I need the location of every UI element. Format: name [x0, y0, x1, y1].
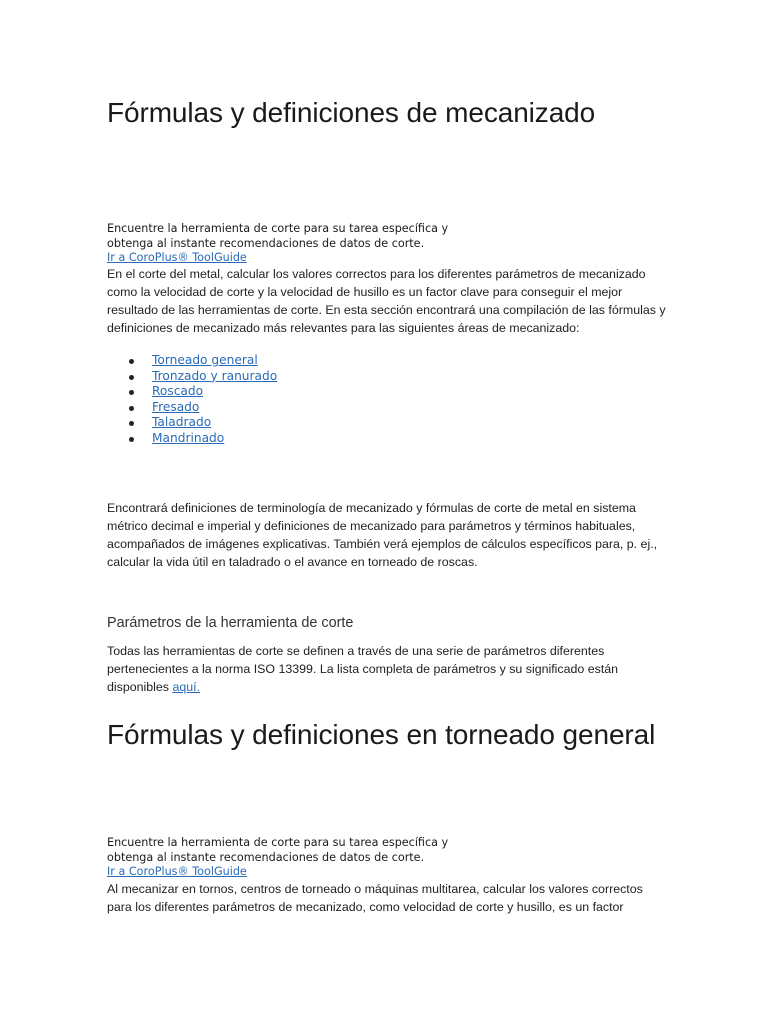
area-link-taladrado[interactable]: Taladrado	[152, 415, 212, 430]
promo-text-line: Encuentre la herramienta de corte para su tarea específica y	[107, 222, 449, 235]
list-item	[107, 431, 277, 447]
area-link-torneado-general[interactable]: Torneado general	[152, 353, 258, 367]
area-link-tronzado-ranurado[interactable]: Tronzado y ranurado	[152, 368, 278, 383]
bullet-icon	[129, 421, 134, 426]
machining-areas-list	[107, 353, 277, 447]
page-title: Fórmulas y definiciones de mecanizado	[107, 97, 596, 128]
bullet-icon	[129, 406, 134, 411]
intro-paragraph: En el corte del metal, calcular los valores correctos para los diferentes parámetros de mecanizado como la velocidad de corte y la velocidad de husillo es un factor clave para conseguir el mejor resultado de las herramientas de corte. En esta sección encontrará una compilación de las fórmulas y definiciones de mecanizado más relevantes para las siguientes áreas de mecanizado:	[107, 267, 666, 335]
section-title: Fórmulas y definiciones en torneado general	[107, 719, 656, 750]
iso-parameters-link[interactable]: aquí.	[172, 680, 201, 694]
list-item	[107, 369, 277, 385]
tool-paragraph-text: Todas las herramientas de corte se definen a través de una serie de parámetros diferentes pertenecientes a la norma ISO 13399. La lista completa de parámetros y su significado están disponibles	[107, 644, 619, 694]
promo-text-line: Encuentre la herramienta de corte para su tarea específica y	[107, 836, 449, 849]
toolguide-link[interactable]: Ir a CoroPlus® ToolGuide	[107, 865, 247, 879]
toolguide-promo	[107, 222, 527, 266]
list-item	[107, 415, 277, 431]
section-subheading: Parámetros de la herramienta de corte	[107, 615, 354, 631]
list-item	[107, 384, 277, 400]
toolguide-link[interactable]: Ir a CoroPlus® ToolGuide	[107, 251, 247, 265]
bullet-icon	[129, 359, 134, 364]
bullet-icon	[129, 437, 134, 442]
turning-paragraph: Al mecanizar en tornos, centros de torneado o máquinas multitarea, calcular los valores correctos para los diferentes parámetros de mecanizado, como velocidad de corte y husillo, es un factor	[107, 882, 643, 914]
list-item	[107, 353, 277, 369]
bullet-icon	[129, 390, 134, 395]
definitions-paragraph: Encontrará definiciones de terminología de mecanizado y fórmulas de corte de metal en sistema métrico decimal e imperial y definiciones de mecanizado para parámetros y términos habituales, acompañados de imágenes explicativas. También verá ejemplos de cálculos específicos para, p. ej., calcular la vida útil en taladrado o el avance en torneado de roscas.	[107, 501, 658, 569]
promo-text-line: obtenga al instante recomendaciones de datos de corte.	[107, 850, 425, 864]
promo-text-line: obtenga al instante recomendaciones de datos de corte.	[107, 236, 425, 250]
area-link-fresado[interactable]: Fresado	[152, 399, 200, 414]
list-item	[107, 400, 277, 416]
tool-parameters-paragraph	[107, 642, 627, 696]
area-link-roscado[interactable]: Roscado	[152, 384, 204, 399]
area-link-mandrinado[interactable]: Mandrinado	[152, 430, 225, 445]
toolguide-promo	[107, 836, 527, 880]
bullet-icon	[129, 375, 134, 380]
